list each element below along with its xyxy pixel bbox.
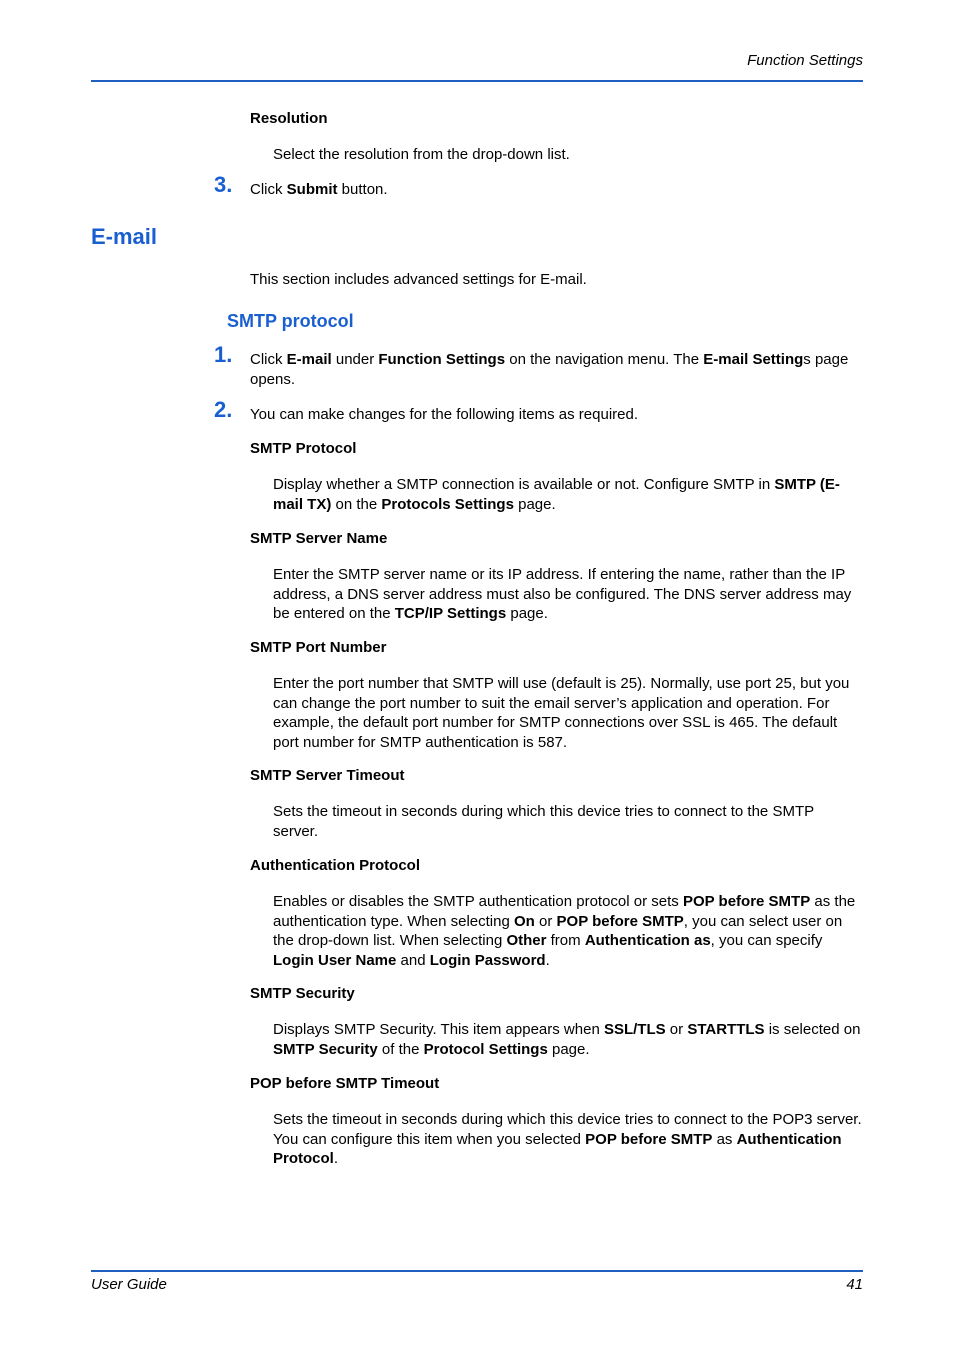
page-number: 41 <box>846 1276 863 1293</box>
item-description: Enter the port number that SMTP will use (default is 25). Normally, use port 25, but you can change the port number to suit the email server’s application and operation. For example, the default port number for SMTP connections over SSL is 465. The default port number for SMTP authentication is 587. <box>273 675 850 751</box>
resolution-label: Resolution <box>250 110 328 127</box>
footer-title: User Guide <box>91 1276 167 1293</box>
step-number: 2. <box>214 397 233 422</box>
item-description: Display whether a SMTP connection is available or not. Configure SMTP in SMTP (E-mail TX) on the Protocols Settings page. <box>273 476 840 513</box>
item-label: SMTP Security <box>250 985 355 1002</box>
item-description: Sets the timeout in seconds during which this device tries to connect to the POP3 server. You can configure this item when you selected POP before SMTP as Authentication Protocol. <box>273 1111 862 1168</box>
resolution-text: Select the resolution from the drop-down list. <box>273 146 570 163</box>
step1-text: Click E-mail under Function Settings on the navigation menu. The E-mail Settings page opens. <box>250 351 849 388</box>
header-rule <box>91 80 863 82</box>
item-label: SMTP Server Name <box>250 530 388 547</box>
section-heading: E-mail <box>91 224 158 249</box>
item-label: POP before SMTP Timeout <box>250 1075 440 1092</box>
step3-text: Click Submit button. <box>250 181 388 198</box>
item-label: SMTP Protocol <box>250 440 357 457</box>
running-header: Function Settings <box>747 52 863 69</box>
subsection-heading: SMTP protocol <box>227 311 354 331</box>
item-label: SMTP Server Timeout <box>250 767 405 784</box>
item-label: SMTP Port Number <box>250 639 387 656</box>
footer-rule <box>91 1270 863 1272</box>
item-description: Enter the SMTP server name or its IP address. If entering the name, rather than the IP address, a DNS server address must also be configured. The DNS server address may be entered on the TCP/IP Settings page. <box>273 566 852 623</box>
step-number: 1. <box>214 342 233 367</box>
step2-text: You can make changes for the following items as required. <box>250 406 639 423</box>
item-description: Sets the timeout in seconds during which this device tries to connect to the SMTP server. <box>273 803 814 840</box>
section-intro: This section includes advanced settings for E-mail. <box>250 271 587 288</box>
step-number: 3. <box>214 172 233 197</box>
item-description: Enables or disables the SMTP authentication protocol or sets POP before SMTP as the authentication type. When selecting On or POP before SMTP, you can select user on the drop-down list. When selecting Other from Authentication as, you can specify Login User Name and Login Password. <box>273 893 856 969</box>
item-label: Authentication Protocol <box>250 857 420 874</box>
item-description: Displays SMTP Security. This item appears when SSL/TLS or STARTTLS is selected on SMTP Security of the Protocol Settings page. <box>273 1021 861 1058</box>
